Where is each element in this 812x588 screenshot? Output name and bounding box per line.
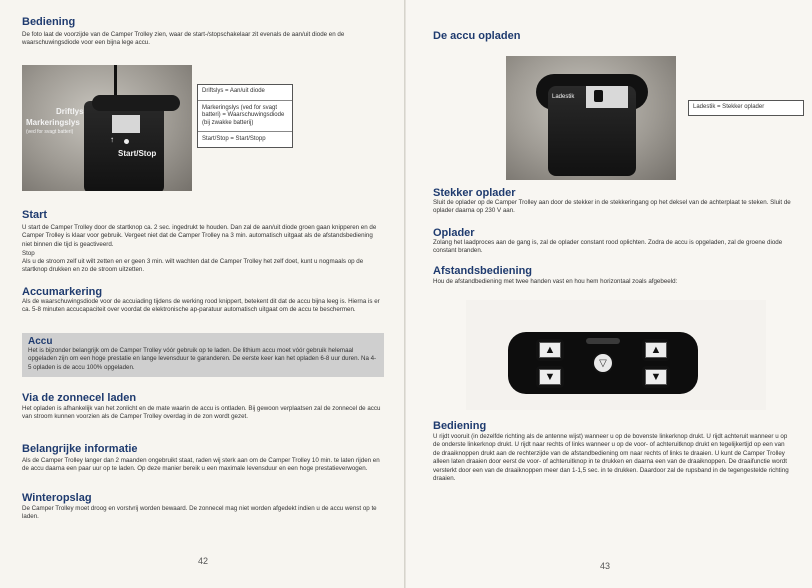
legend-driftslys: Driftslys = Aan/uit diode [202, 88, 265, 94]
start-stop-button-icon [124, 139, 129, 144]
text-stop: Als u de stroom zelf uit wilt zetten en er geen 3 min. wilt wachten dat de Camper Trolley het zelf doet, kunt u nogmaals op de startknop drukken en zo de stroom uitzetten. [22, 258, 364, 274]
label-ladestik: Ladestik [552, 94, 575, 100]
center-button-icon: ▽ [592, 352, 614, 374]
label-markeringslys-sub: (ved for svagt batteri) [26, 129, 74, 135]
heading-start: Start [22, 209, 48, 221]
heading-oplader: Oplader [433, 227, 475, 239]
backward-left-button-icon: ▼ [536, 366, 564, 388]
text-oplader: Zolang het laadproces aan de gang is, zal de oplader constant rood oplichten. Zodra de accu is opgeladen, zal de groene diode constant branden. [433, 239, 783, 255]
left-page [0, 0, 405, 588]
charger-photo [506, 56, 676, 180]
forward-left-button-icon: ▲ [536, 339, 564, 361]
page-number-right: 43 [600, 561, 611, 571]
heading-belangrijk: Belangrijke informatie [22, 443, 138, 455]
remote-display [586, 338, 620, 344]
heading-zonnecel: Via de zonnecel laden [22, 392, 137, 404]
trolley-front-photo [22, 65, 192, 191]
heading-stekker: Stekker oplader [433, 187, 516, 199]
heading-winteropslag: Winteropslag [22, 492, 92, 504]
note-accu [22, 333, 384, 377]
text-bediening: De foto laat de voorzijde van de Camper Trolley zien, waar de start-/stopschakelaar zit evenals de aan/uit diode en de waarschuwingsdiode voor een bijna lege accu. [22, 31, 345, 47]
text-bediening-right: U rijdt vooruit (in dezelfde richting als de antenne wijst) wanneer u op de bovenste linkerknop drukt. U rijdt achteruit wanneer u op de onderste linkerknop drukt. U rijdt naar rechts of links wanneer u op de voor- of achteruitknop drukt en tegelijkertijd op een van de draaiknoppen drukt aan de rechterzijde van de afstandbediening om naar rechts of links te draaien. U kunt de Camper Trolley alleen laten draaien door eerst de voor- of achteruitknop in te drukken en daarna een van de draaiknoppen. De draaifunctie wordt versterkt door een van de draaiknoppen meer dan 1-1,5 sec. in te drukken. Daardoor zal de rupsband in de tegengestelde richting draaien. [433, 433, 789, 483]
right-page [406, 0, 812, 588]
arrow-up-icon: ↑ [110, 135, 114, 144]
heading-bediening: Bediening [22, 16, 76, 28]
legend-ladestik: Ladestik = Stekker oplader [688, 100, 804, 116]
turn-left-button-icon: ▼ [642, 366, 670, 388]
control-panel [112, 115, 140, 133]
trolley-top-rim [92, 95, 180, 111]
legend-box [197, 84, 293, 148]
text-stekker: Sluit de oplader op de Camper Trolley aan door de stekker in de stekkeringang op het deksel van de achterplaat te steken. Sluit de oplader daarna op 230 V aan. [433, 199, 791, 215]
label-start-stop: Start/Stop [118, 149, 157, 158]
charge-port-panel [586, 86, 628, 108]
charge-socket-icon [594, 90, 603, 102]
heading-afstandsbediening: Afstandsbediening [433, 265, 533, 277]
heading-accu-opladen: De accu opladen [433, 30, 521, 42]
text-winteropslag: De Camper Trolley moet droog en vorstvrij worden bewaard. De zonnecel mag niet worden afgedekt indien u de accu wenst op te laden. [22, 505, 377, 521]
turn-right-button-icon: ▲ [642, 339, 670, 361]
note-accu-text: Het is bijzonder belangrijk om de Camper Trolley vóór gebruik op te laden. De lithium accu moet vóór gebruik helemaal opgeladen zijn om een hoge prestatie en lange levensduur te garanderen. De eerste keer kan het opladen 6-8 uur duren. Na 4-5 opladen is de accu 100% opgeladen. [28, 347, 377, 371]
label-markeringslys: Markeringslys [26, 118, 80, 127]
remote-photo [466, 300, 766, 410]
legend-markeringslys: Markeringslys (ved for svagt batteri) = Waarschuwingsdiode (bij zwakke batterij) [202, 104, 285, 126]
remote-control [508, 332, 698, 394]
text-start: U start de Camper Trolley door de startknop ca. 2 sec. ingedrukt te houden. Dan zal de aan/uit diode groen gaan knipperen en de Camper Trolley is klaar voor gebruik. Vergeet niet dat de Camper Trolley na 3 min. automatisch uitgaat als de afstandsbediening niet binnen die tijd is geactiveerd. [22, 224, 377, 248]
text-belangrijk: Als de Camper Trolley langer dan 2 maanden ongebruikt staat, raden wij sterk aan om de Camper Trolley 10 min. te laten rijden en de accu daarna een paar uur op te laden. Op deze manier bereik u een maximale levensduur en een hoge prestatieverwogen. [22, 457, 380, 473]
label-driftlys: Driftlys [56, 107, 84, 116]
page-number-left: 42 [198, 556, 209, 566]
heading-bediening-right: Bediening [433, 420, 487, 432]
note-accu-title: Accu [28, 336, 53, 347]
text-accumarkering: Als de waarschuwingsdiode voor de accuiading tijdens de werking rood knippert, betekent dit dat de accu bijna leeg is. Hierna is er ca. 5-8 minuten accucapaciteit over voordat de elektronische ap-paratuur automatisch uitgaat om de accu te beschermen. [22, 298, 380, 314]
legend-start-stop: Start/Stop = Start/Stopp [202, 136, 266, 143]
text-zonnecel: Het opladen is afhankelijk van het zonlicht en de mate waarin de accu is ontladen. Bij gewoon verplaatsen zal de zonnecel de accu van stroom kunnen voorzien als de Camper Trolley overdag in de zon wordt gezet. [22, 405, 381, 421]
heading-accumarkering: Accumarkering [22, 286, 103, 298]
text-afstandsbediening: Hou de afstandbediening met twee handen vast en hou hem horizontaal zoals afgebeeld: [433, 278, 678, 285]
label-stop: Stop [22, 250, 35, 257]
